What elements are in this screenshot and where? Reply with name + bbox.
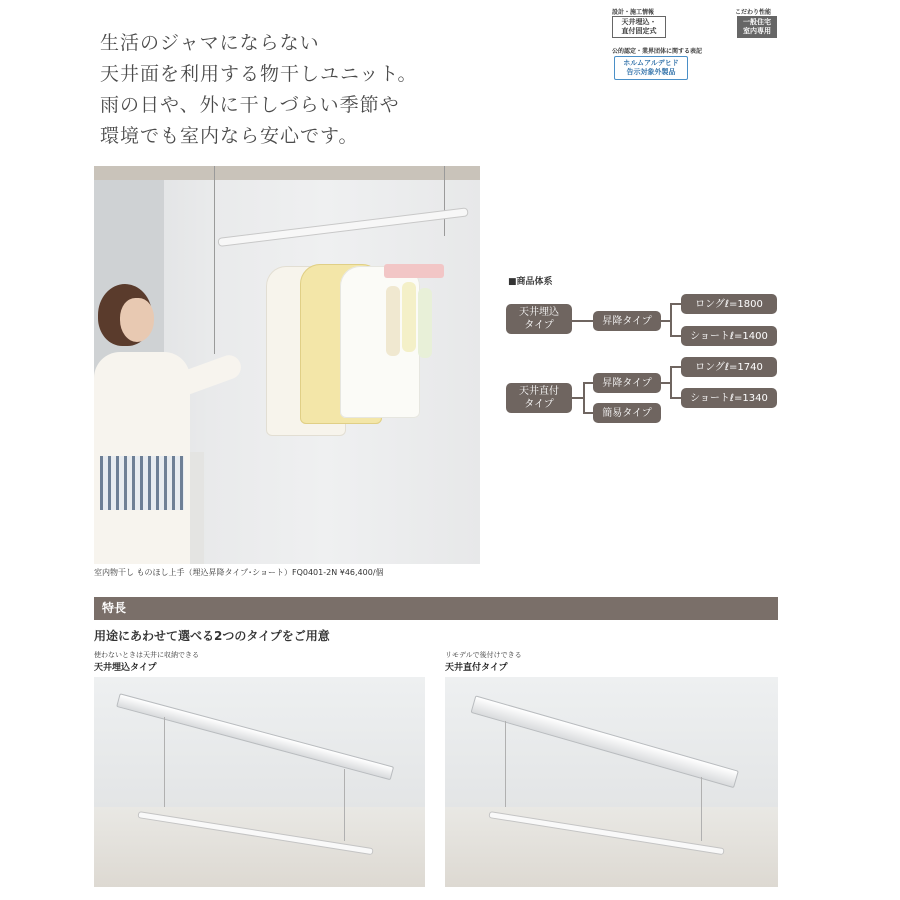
embedded-type-subtitle: 使わないときは天井に収納できる: [94, 651, 199, 659]
features-heading: 用途にあわせて選べる2つのタイプをご用意: [94, 629, 330, 643]
feature-badge-line: 室内専用: [743, 27, 771, 35]
design-info-header: 設計・施工情報: [612, 9, 655, 16]
main-photo-caption: 室内物干し ものほし上手（埋込昇降タイプ･ショート）FQ0401-2N ¥46,400/個: [94, 568, 384, 577]
design-badge-line: 天井埋込・: [621, 18, 657, 26]
photo-wall: [94, 807, 425, 887]
direct-type-title: 天井直付タイプ: [445, 663, 508, 673]
photo-cord: [444, 166, 445, 236]
photo-person-face: [120, 298, 154, 342]
intro-line: 天井面を利用する物干しユニット。: [100, 63, 418, 85]
lineup-lift-type: 昇降タイプ: [593, 373, 661, 393]
lineup-long: ロングℓ=1800: [681, 294, 777, 314]
lineup-connector: [583, 382, 585, 414]
lineup-connector: [670, 303, 672, 337]
intro-line: 環境でも室内なら安心です。: [100, 125, 359, 147]
lineup-short: ショートℓ=1400: [681, 326, 777, 346]
design-info-badge: [612, 16, 666, 38]
lineup-connector: [670, 366, 681, 368]
design-badge-line: 直付固定式: [621, 27, 657, 35]
lineup-embedded: 天井埋込 タイプ: [506, 304, 572, 334]
embedded-type-photo: [94, 677, 425, 887]
lineup-connector: [670, 303, 681, 305]
photo-wall: [445, 807, 778, 887]
clothespin-hanger: [384, 264, 444, 278]
lineup-lift-type: 昇降タイプ: [593, 311, 661, 331]
photo-ceiling: [94, 166, 480, 180]
lineup-simple-type: 簡易タイプ: [593, 403, 661, 423]
intro-line: 雨の日や、外に干しづらい季節や: [100, 94, 400, 116]
features-bar: 特長: [94, 597, 778, 620]
lineup-connector: [583, 382, 593, 384]
lineup-connector: [670, 397, 681, 399]
direct-type-photo: [445, 677, 778, 887]
embedded-type-title: 天井埋込タイプ: [94, 663, 157, 673]
rod-wire: [164, 717, 165, 807]
photo-cord: [214, 166, 215, 256]
formaldehyde-line: ホルムアルデヒド: [623, 59, 679, 67]
rod-wire: [505, 721, 506, 807]
drying-rod: [217, 207, 468, 247]
lineup-connector: [670, 366, 672, 398]
photo-apron: [100, 456, 184, 510]
rod-wire: [701, 777, 702, 841]
photo-socks: [386, 278, 442, 368]
main-product-photo: [94, 166, 480, 564]
lineup-title: ■商品体系: [508, 277, 553, 287]
direct-type-subtitle: リモデルで後付けできる: [445, 651, 522, 659]
lineup-long: ロングℓ=1740: [681, 357, 777, 377]
lineup-connector: [583, 412, 593, 414]
lineup-direct: 天井直付 タイプ: [506, 383, 572, 413]
feature-info-header: こだわり性能: [735, 9, 772, 16]
rod-wire: [344, 769, 345, 841]
photo-pull-cord: [214, 254, 215, 354]
lineup-connector: [670, 335, 681, 337]
feature-info-badge: [737, 16, 777, 38]
intro-copy: [100, 28, 460, 152]
lineup-short: ショートℓ=1340: [681, 388, 777, 408]
feature-badge-line: 一般住宅: [743, 18, 771, 26]
formaldehyde-line: 告示対象外製品: [626, 68, 676, 76]
lineup-connector: [572, 320, 593, 322]
formaldehyde-badge: [614, 56, 688, 80]
public-certification-header: 公的認定・業界団体に関する表記: [612, 48, 703, 55]
intro-line: 生活のジャマにならない: [100, 32, 320, 54]
